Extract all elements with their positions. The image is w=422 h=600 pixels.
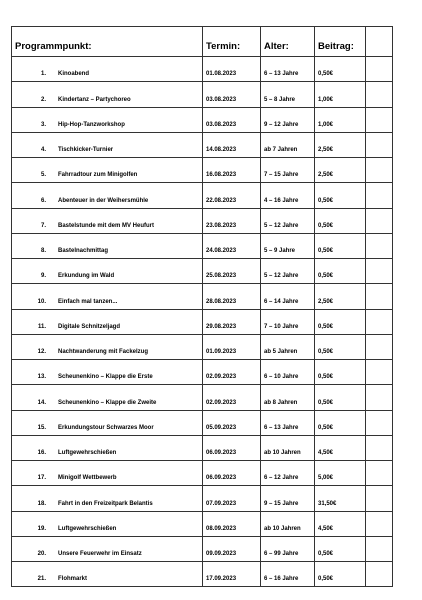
cell-programmpunkt [12,284,203,309]
row-title: Digitale Schnitzeljagd [58,323,121,330]
row-number: 8. [40,248,46,254]
table-row [12,461,393,486]
cell-alter: 6 – 13 Jahre [261,410,315,435]
cell-alter: 7 – 15 Jahre [261,158,315,183]
cell-termin: 09.09.2023 [203,536,261,561]
cell-termin: 28.08.2023 [203,284,261,309]
cell-programmpunkt [12,158,203,183]
row-title: Kindertanz – Partychoreo [58,96,131,103]
cell-beitrag: 31,50€ [315,486,366,511]
cell-empty [366,435,393,460]
cell-beitrag: 0,50€ [315,233,366,258]
cell-alter: 5 – 12 Jahre [261,259,315,284]
table-row [12,259,393,284]
row-number: 9. [40,273,46,280]
cell-alter: 9 – 15 Jahre [261,486,315,511]
cell-empty [366,410,393,435]
row-number: 19. [37,525,46,532]
cell-termin: 03.08.2023 [203,107,261,132]
row-number: 13. [37,374,46,381]
table-row [12,309,393,334]
row-title: Erkundungstour Schwarzes Moor [58,424,154,431]
cell-empty [366,233,393,258]
cell-programmpunkt [12,107,203,132]
cell-programmpunkt [12,208,203,233]
cell-programmpunkt [12,410,203,435]
header-termin: Termin: [203,27,261,57]
table-row [12,183,393,208]
cell-programmpunkt [12,385,203,410]
table-row [12,82,393,107]
cell-beitrag: 2,50€ [315,158,366,183]
table-row [12,511,393,536]
cell-alter: 5 – 9 Jahre [261,233,315,258]
cell-alter: 5 – 12 Jahre [261,208,315,233]
row-title: Scheunenkino – Klappe die Zweite [58,399,157,406]
row-title: Bastelstunde mit dem MV Heufurt [58,222,155,229]
cell-programmpunkt [12,536,203,561]
cell-beitrag: 0,50€ [315,259,366,284]
cell-termin: 08.09.2023 [203,511,261,536]
table-row [12,486,393,511]
cell-alter: 6 – 12 Jahre [261,461,315,486]
row-number: 11. [37,323,46,330]
row-title: Tischkicker-Turnier [58,147,114,153]
cell-termin: 24.08.2023 [203,233,261,258]
row-number: 14. [37,399,46,406]
table-row [12,208,393,233]
table-row [12,158,393,183]
row-number: 4. [40,147,46,153]
cell-empty [366,183,393,208]
cell-programmpunkt [12,334,203,359]
cell-programmpunkt [12,259,203,284]
cell-beitrag: 0,50€ [315,385,366,410]
program-schedule [11,26,392,591]
cell-programmpunkt [12,132,203,157]
cell-alter: 9 – 12 Jahre [261,107,315,132]
row-title: Luftgewehrschießen [58,525,117,532]
cell-empty [366,284,393,309]
cell-programmpunkt [12,57,203,82]
row-title: Bastelnachmittag [58,248,109,254]
cell-empty [366,259,393,284]
table-row [12,410,393,435]
cell-beitrag: 4,50€ [315,511,366,536]
cell-alter: 4 – 16 Jahre [261,183,315,208]
cell-beitrag: 1,00€ [315,107,366,132]
table-row [12,435,393,460]
row-title: Nachtwanderung mit Fackelzug [58,349,149,355]
cell-programmpunkt [12,562,203,587]
table-row [12,107,393,132]
cell-empty [366,158,393,183]
cell-termin: 29.08.2023 [203,309,261,334]
cell-programmpunkt [12,435,203,460]
cell-empty [366,107,393,132]
cell-beitrag: 5,00€ [315,461,366,486]
row-title: Scheunenkino – Klappe die Erste [58,374,153,381]
cell-empty [366,132,393,157]
cell-termin: 05.09.2023 [203,410,261,435]
table-row [12,360,393,385]
cell-alter: ab 7 Jahren [261,132,315,157]
cell-alter: 6 – 10 Jahre [261,360,315,385]
cell-termin: 06.09.2023 [203,435,261,460]
row-number: 17. [37,475,46,482]
cell-empty [366,511,393,536]
cell-alter: ab 10 Jahren [261,435,315,460]
cell-beitrag: 0,50€ [315,57,366,82]
cell-alter: ab 8 Jahren [261,385,315,410]
row-number: 5. [40,172,46,179]
row-title: Abenteuer in der Weihersmühle [58,197,149,204]
cell-termin: 22.08.2023 [203,183,261,208]
cell-termin: 17.09.2023 [203,562,261,587]
table-header-row [12,27,393,57]
cell-termin: 03.08.2023 [203,82,261,107]
table-body [12,57,393,587]
table-row [12,536,393,561]
cell-beitrag: 0,50€ [315,536,366,561]
cell-termin: 23.08.2023 [203,208,261,233]
row-title: Erkundung im Wald [58,273,115,280]
cell-empty [366,360,393,385]
cell-beitrag: 2,50€ [315,132,366,157]
cell-programmpunkt [12,233,203,258]
cell-termin: 06.09.2023 [203,461,261,486]
row-number: 12. [37,349,46,355]
cell-empty [366,536,393,561]
row-number: 3. [40,121,46,128]
header-programmpunkt: Programmpunkt: [12,27,203,57]
cell-empty [366,57,393,82]
cell-alter: 6 – 99 Jahre [261,536,315,561]
cell-beitrag: 0,50€ [315,360,366,385]
table-row [12,132,393,157]
row-title: Flohmarkt [58,576,88,583]
cell-alter: 7 – 10 Jahre [261,309,315,334]
header-alter: Alter: [261,27,315,57]
cell-empty [366,208,393,233]
cell-beitrag: 0,50€ [315,410,366,435]
cell-alter: 6 – 16 Jahre [261,562,315,587]
table-row [12,385,393,410]
cell-alter: ab 5 Jahren [261,334,315,359]
cell-termin: 16.08.2023 [203,158,261,183]
cell-termin: 07.09.2023 [203,486,261,511]
row-number: 15. [37,424,46,431]
row-title: Einfach mal tanzen... [58,298,118,305]
header-beitrag: Beitrag: [315,27,366,57]
cell-termin: 25.08.2023 [203,259,261,284]
row-title: Fahrt in den Freizeitpark Belantis [58,500,153,507]
cell-termin: 02.09.2023 [203,385,261,410]
row-title: Minigolf Wettbewerb [58,475,117,482]
program-table [11,26,393,587]
row-number: 20. [37,551,46,557]
table-row [12,57,393,82]
row-number: 10. [37,298,46,305]
row-title: Kinoabend [58,71,89,78]
table-row [12,562,393,587]
cell-beitrag: 0,50€ [315,309,366,334]
cell-beitrag: 0,50€ [315,562,366,587]
row-title: Fahrradtour zum Minigolfen [58,172,138,179]
cell-alter: 5 – 8 Jahre [261,82,315,107]
cell-termin: 01.08.2023 [203,57,261,82]
row-title: Hip-Hop-Tanzworkshop [58,121,125,128]
cell-beitrag: 0,50€ [315,183,366,208]
cell-empty [366,486,393,511]
row-number: 1. [40,71,46,78]
cell-empty [366,385,393,410]
cell-empty [366,309,393,334]
cell-programmpunkt [12,511,203,536]
cell-empty [366,461,393,486]
row-number: 2. [40,96,46,103]
cell-termin: 01.09.2023 [203,334,261,359]
cell-termin: 14.08.2023 [203,132,261,157]
cell-alter: 6 – 13 Jahre [261,57,315,82]
row-number: 18. [37,500,46,507]
cell-beitrag: 0,50€ [315,334,366,359]
cell-beitrag: 2,50€ [315,284,366,309]
row-number: 16. [37,450,46,456]
cell-programmpunkt [12,360,203,385]
cell-termin: 02.09.2023 [203,360,261,385]
cell-programmpunkt [12,309,203,334]
header-empty [366,27,393,57]
cell-alter: 6 – 14 Jahre [261,284,315,309]
cell-empty [366,562,393,587]
table-row [12,233,393,258]
cell-programmpunkt [12,183,203,208]
cell-programmpunkt [12,461,203,486]
cell-programmpunkt [12,82,203,107]
row-title: Luftgewehrschießen [58,450,117,456]
row-number: 21. [37,576,46,583]
cell-beitrag: 4,50€ [315,435,366,460]
row-number: 6. [40,197,46,204]
cell-empty [366,82,393,107]
cell-beitrag: 1,00€ [315,82,366,107]
cell-beitrag: 0,50€ [315,208,366,233]
cell-programmpunkt [12,486,203,511]
table-row [12,284,393,309]
row-title: Unsere Feuerwehr im Einsatz [58,551,142,557]
cell-empty [366,334,393,359]
table-row [12,334,393,359]
cell-alter: ab 10 Jahren [261,511,315,536]
row-number: 7. [40,222,46,229]
